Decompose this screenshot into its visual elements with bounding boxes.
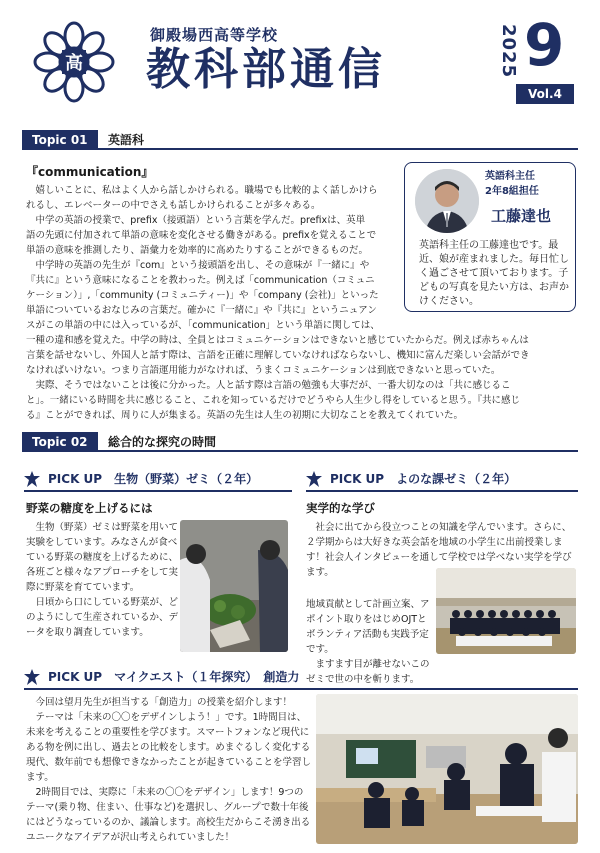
topic1-tag: Topic 01 [22, 130, 98, 150]
topic1-title: 英語科 [108, 133, 145, 147]
pickup3-text: 今回は望月先生が担当する「創造力」の授業を紹介します！ テーマは「未来の〇〇をデザインしよう！」です。1時間目は、未来を考えることの重要性を学びます。スマートフォンなど現代にある物を例に出し、過去との比較をします。めまぐるしく変化する現代、数年前でも想像できなかったことが起きていることを学習します。 2時間目では、実際に「未来の〇〇をデザイン」します！9つのテーマ(乗り物、住まい、仕事など)を選択し、グループで数十年後にはどうなっているのか、議論します。高校生だからこそ湧き出るユニークなアイデアが沢山考えられていました！ [26, 697, 312, 843]
teacher-message: 英語科主任の工藤達也です。最近、娘が産まれました。毎日忙しく過ごさせて頂いております。子どもの写真を見たい方は、お声かけください。 [419, 240, 569, 307]
pickup2-underline [306, 490, 578, 492]
teacher-role-line2: 2年8組担任 [485, 186, 539, 197]
text-line: 嬉しいことに、私はよく人から話しかけられる。職場でも比較的よく話しかけら [26, 185, 378, 196]
star-icon [24, 669, 40, 685]
emblem-char: 高 [65, 53, 83, 74]
text-line: れるし、エレベーターの中でさえも話しかけられることが多々ある。 [26, 200, 321, 211]
text-line: スがこの単語の中には入っているが、「communication」という単語に関しては、 [26, 320, 380, 331]
topic2-tag: Topic 02 [22, 432, 98, 452]
text-line: 『共に』という意味になることを教わった。例えば「communication（コミュニ [26, 275, 375, 286]
pickup1-underline [24, 490, 292, 492]
text-line: と」。一緒にいる時間を共に感じること、これを知っているだけでどうやら人生少し得をしていると思う。『共に感じ [26, 395, 521, 406]
text-line: 中学時の英語の先生が『com』という接頭語を出し、その意味が『一緒に』や [26, 260, 370, 271]
text-line: 単語の意味を推測したり、語彙力を効率的に高めたりすることができるものだ。 [26, 245, 369, 256]
text-line: 一種の違和感を覚えた。中学の時は、全員とはコミュニケーションはできないと感じていたからだ。例えば赤ちゃんは [26, 335, 529, 346]
issue-month: 9 [524, 11, 565, 79]
teacher-name: 工藤達也 [491, 207, 552, 225]
teacher-photo [415, 169, 479, 233]
class-group-photo [436, 568, 576, 654]
pickup3-label: PICK UP マイクエスト（１年探究） 創造力 [48, 670, 300, 684]
text-line: 語の先頭に付加されて単語の意味を変化させる働きがある。prefixを覚えることで [26, 230, 377, 241]
pickup2-label: PICK UP よのな課ゼミ（２年） [330, 472, 517, 486]
vegetable-lab-photo [180, 520, 288, 652]
text-line: 中学の英語の授業で、prefix（接頭語）という言葉を学んだ。prefixは、英単 [26, 215, 366, 226]
text-line: なければいけない。つまり言語運用能力がなければ、うまくコミュニケーションは到底できないと思っていた。 [26, 365, 501, 376]
pickup1-label: PICK UP 生物（野菜）ゼミ（２年） [48, 472, 259, 486]
topic1-bar [22, 130, 578, 150]
topic2-bar [22, 432, 578, 452]
text-line: る』ことができれば、周りに人が集まる。英語の先生は人生の初期に大切なことを教えてくれていた。 [26, 410, 464, 421]
pickup2-heading: 実学的な学び [306, 501, 375, 515]
issue-year: 2025 [498, 24, 519, 79]
teacher-role [485, 169, 539, 199]
pickup2-text2: 地域貢献として計画立案、アポイント取りをはじめOJTとボランティア活動も実践予定です。 ますます目が離せないこのゼミで世の中を斬ります。 [306, 599, 430, 685]
topic1-body [26, 183, 404, 333]
topic2-title: 総合的な探究の時間 [108, 435, 217, 449]
text-line: ケーション）」,「community (コミュニティー)」や「company (会社)」といった [26, 290, 379, 301]
pickup1-text: 生物（野菜）ゼミは野菜を用いて実験をしています。みなさんが食べている野菜の糖度を上げるために、各班ごと様々なアプローチをして実際に野菜を育てています。 日頃から口にしている野菜が、どのようにして生産されているか、データを取り調査しています。 [26, 522, 179, 638]
pickup3-underline [24, 688, 578, 690]
teacher-role-line1: 英語科主任 [485, 171, 535, 182]
pickup3-header [24, 668, 299, 685]
newsletter-title: 教科部通信 [146, 44, 386, 95]
star-icon [306, 471, 322, 487]
text-line: 言葉を話せないし、外国人と話す際は、言語を正確に理解していなければならないし、機知に富んだ楽しい会話ができ [26, 350, 530, 361]
school-name: 御殿場西高等学校 [150, 26, 279, 44]
pickup1-header [24, 470, 258, 487]
pickup2-header [306, 470, 516, 487]
pickup2-text: 社会に出てから役立つことの知識を学んでいます。さらに、２学期からは大好きな英会話を地域の小学生に出前授業します！社会人インタビューを通して学校では学べない実学を学びます。 [306, 522, 572, 578]
text-line: 単語についているおなじみの言葉だ。確かに『一緒に』や『共に』というニュアン [26, 305, 377, 316]
pickup1-heading: 野菜の糖度を上げるには [26, 501, 153, 515]
star-icon [24, 471, 40, 487]
teacher-profile [404, 162, 576, 312]
topic1-heading: 『communication』 [26, 165, 154, 179]
volume-badge: Vol.4 [516, 84, 574, 104]
school-emblem [30, 18, 118, 106]
topic1-body-full [26, 333, 580, 423]
classroom-photo [316, 694, 578, 844]
text-line: 実際、そうではないことは後に分かった。人と話す際は言語の勉強も大事だが、一番大切なのは「共に感じるこ [26, 380, 511, 391]
